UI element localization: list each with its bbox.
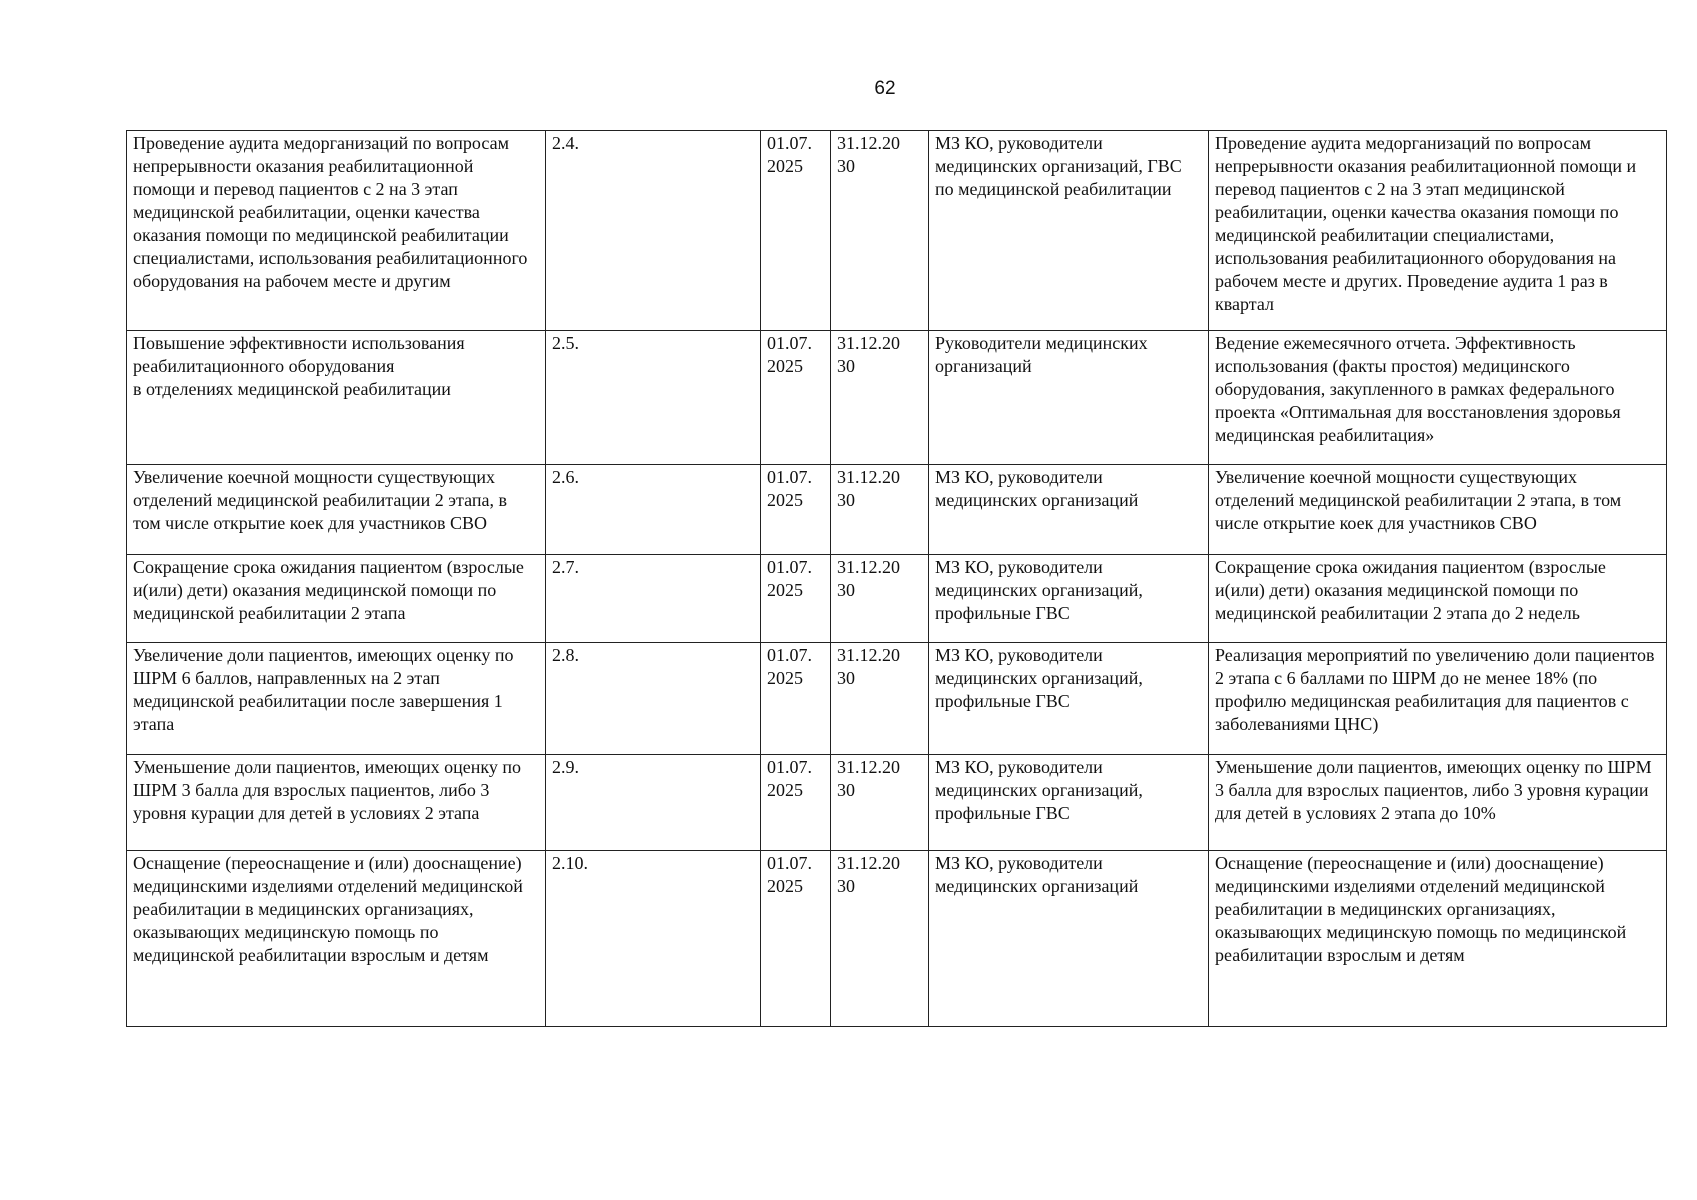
table-row xyxy=(127,851,1667,1027)
cell-number: 2.4. xyxy=(546,131,761,331)
cell-description: Уменьшение доли пациентов, имеющих оценку по ШРМ 3 балла для взрослых пациентов, либо 3 уровня курации для детей в условиях 2 этапа xyxy=(127,755,546,851)
cell-start-date: 01.07. 2025 xyxy=(761,555,831,643)
page-number: 62 xyxy=(874,78,896,99)
cell-end-date: 31.12.20 30 xyxy=(831,465,929,555)
cell-result: Сокращение срока ожидания пациентом (взрослые и(или) дети) оказания медицинской помощи по медицинской реабилитации 2 этапа до 2 недель xyxy=(1209,555,1667,643)
cell-responsible: МЗ КО, руководители медицинских организаций, ГВС по медицинской реабилитации xyxy=(929,131,1209,331)
cell-start-date: 01.07. 2025 xyxy=(761,643,831,755)
cell-number: 2.5. xyxy=(546,331,761,465)
cell-responsible: МЗ КО, руководители медицинских организаций, профильные ГВС xyxy=(929,643,1209,755)
table-row xyxy=(127,643,1667,755)
cell-number: 2.6. xyxy=(546,465,761,555)
cell-number: 2.10. xyxy=(546,851,761,1027)
cell-start-date: 01.07. 2025 xyxy=(761,131,831,331)
cell-responsible: МЗ КО, руководители медицинских организаций xyxy=(929,465,1209,555)
table-row xyxy=(127,131,1667,331)
cell-end-date: 31.12.20 30 xyxy=(831,851,929,1027)
cell-end-date: 31.12.20 30 xyxy=(831,755,929,851)
cell-responsible: МЗ КО, руководители медицинских организаций xyxy=(929,851,1209,1027)
cell-result: Реализация мероприятий по увеличению доли пациентов 2 этапа с 6 баллами по ШРМ до не менее 18% (по профилю медицинская реабилитация для пациентов с заболеваниями ЦНС) xyxy=(1209,643,1667,755)
cell-responsible: МЗ КО, руководители медицинских организаций, профильные ГВС xyxy=(929,555,1209,643)
table-row xyxy=(127,555,1667,643)
cell-start-date: 01.07. 2025 xyxy=(761,755,831,851)
cell-result: Проведение аудита медорганизаций по вопросам непрерывности оказания реабилитационной помощи и перевод пациентов с 2 на 3 этап медицинской реабилитации, оценки качества оказания помощи по медицинской реабилитации специалистами, использования реабилитационного оборудования на рабочем месте и других. Проведение аудита 1 раз в квартал xyxy=(1209,131,1667,331)
cell-start-date: 01.07. 2025 xyxy=(761,851,831,1027)
cell-result: Оснащение (переоснащение и (или) дооснащение) медицинскими изделиями отделений медицинской реабилитации в медицинских организациях, оказывающих медицинскую помощь по медицинской реабилитации взрослым и детям xyxy=(1209,851,1667,1027)
cell-number: 2.7. xyxy=(546,555,761,643)
cell-end-date: 31.12.20 30 xyxy=(831,643,929,755)
cell-end-date: 31.12.20 30 xyxy=(831,555,929,643)
cell-end-date: 31.12.20 30 xyxy=(831,331,929,465)
table-row xyxy=(127,331,1667,465)
cell-result: Уменьшение доли пациентов, имеющих оценку по ШРМ 3 балла для взрослых пациентов, либо 3 уровня курации для детей в условиях 2 этапа до 10% xyxy=(1209,755,1667,851)
action-plan-table xyxy=(126,130,1667,1027)
cell-description: Проведение аудита медорганизаций по вопросам непрерывности оказания реабилитационной помощи и перевод пациентов с 2 на 3 этап медицинской реабилитации, оценки качества оказания помощи по медицинской реабилитации специалистами, использования реабилитационного оборудования на рабочем месте и другим xyxy=(127,131,546,331)
cell-start-date: 01.07. 2025 xyxy=(761,331,831,465)
cell-number: 2.9. xyxy=(546,755,761,851)
cell-description: Сокращение срока ожидания пациентом (взрослые и(или) дети) оказания медицинской помощи по медицинской реабилитации 2 этапа xyxy=(127,555,546,643)
cell-result: Ведение ежемесячного отчета. Эффективность использования (факты простоя) медицинского оборудования, закупленного в рамках федерального проекта «Оптимальная для восстановления здоровья медицинская реабилитация» xyxy=(1209,331,1667,465)
cell-description: Увеличение коечной мощности существующих отделений медицинской реабилитации 2 этапа, в том числе открытие коек для участников СВО xyxy=(127,465,546,555)
cell-responsible: Руководители медицинских организаций xyxy=(929,331,1209,465)
cell-result: Увеличение коечной мощности существующих отделений медицинской реабилитации 2 этапа, в том числе открытие коек для участников СВО xyxy=(1209,465,1667,555)
cell-description: Увеличение доли пациентов, имеющих оценку по ШРМ 6 баллов, направленных на 2 этап медицинской реабилитации после завершения 1 этапа xyxy=(127,643,546,755)
cell-start-date: 01.07. 2025 xyxy=(761,465,831,555)
table-body xyxy=(127,131,1667,1027)
cell-description: Оснащение (переоснащение и (или) дооснащение) медицинскими изделиями отделений медицинской реабилитации в медицинских организациях, оказывающих медицинскую помощь по медицинской реабилитации взрослым и детям xyxy=(127,851,546,1027)
cell-description: Повышение эффективности использования реабилитационного оборудования в отделениях медицинской реабилитации xyxy=(127,331,546,465)
cell-responsible: МЗ КО, руководители медицинских организаций, профильные ГВС xyxy=(929,755,1209,851)
cell-end-date: 31.12.20 30 xyxy=(831,131,929,331)
table-row xyxy=(127,465,1667,555)
cell-number: 2.8. xyxy=(546,643,761,755)
table-row xyxy=(127,755,1667,851)
